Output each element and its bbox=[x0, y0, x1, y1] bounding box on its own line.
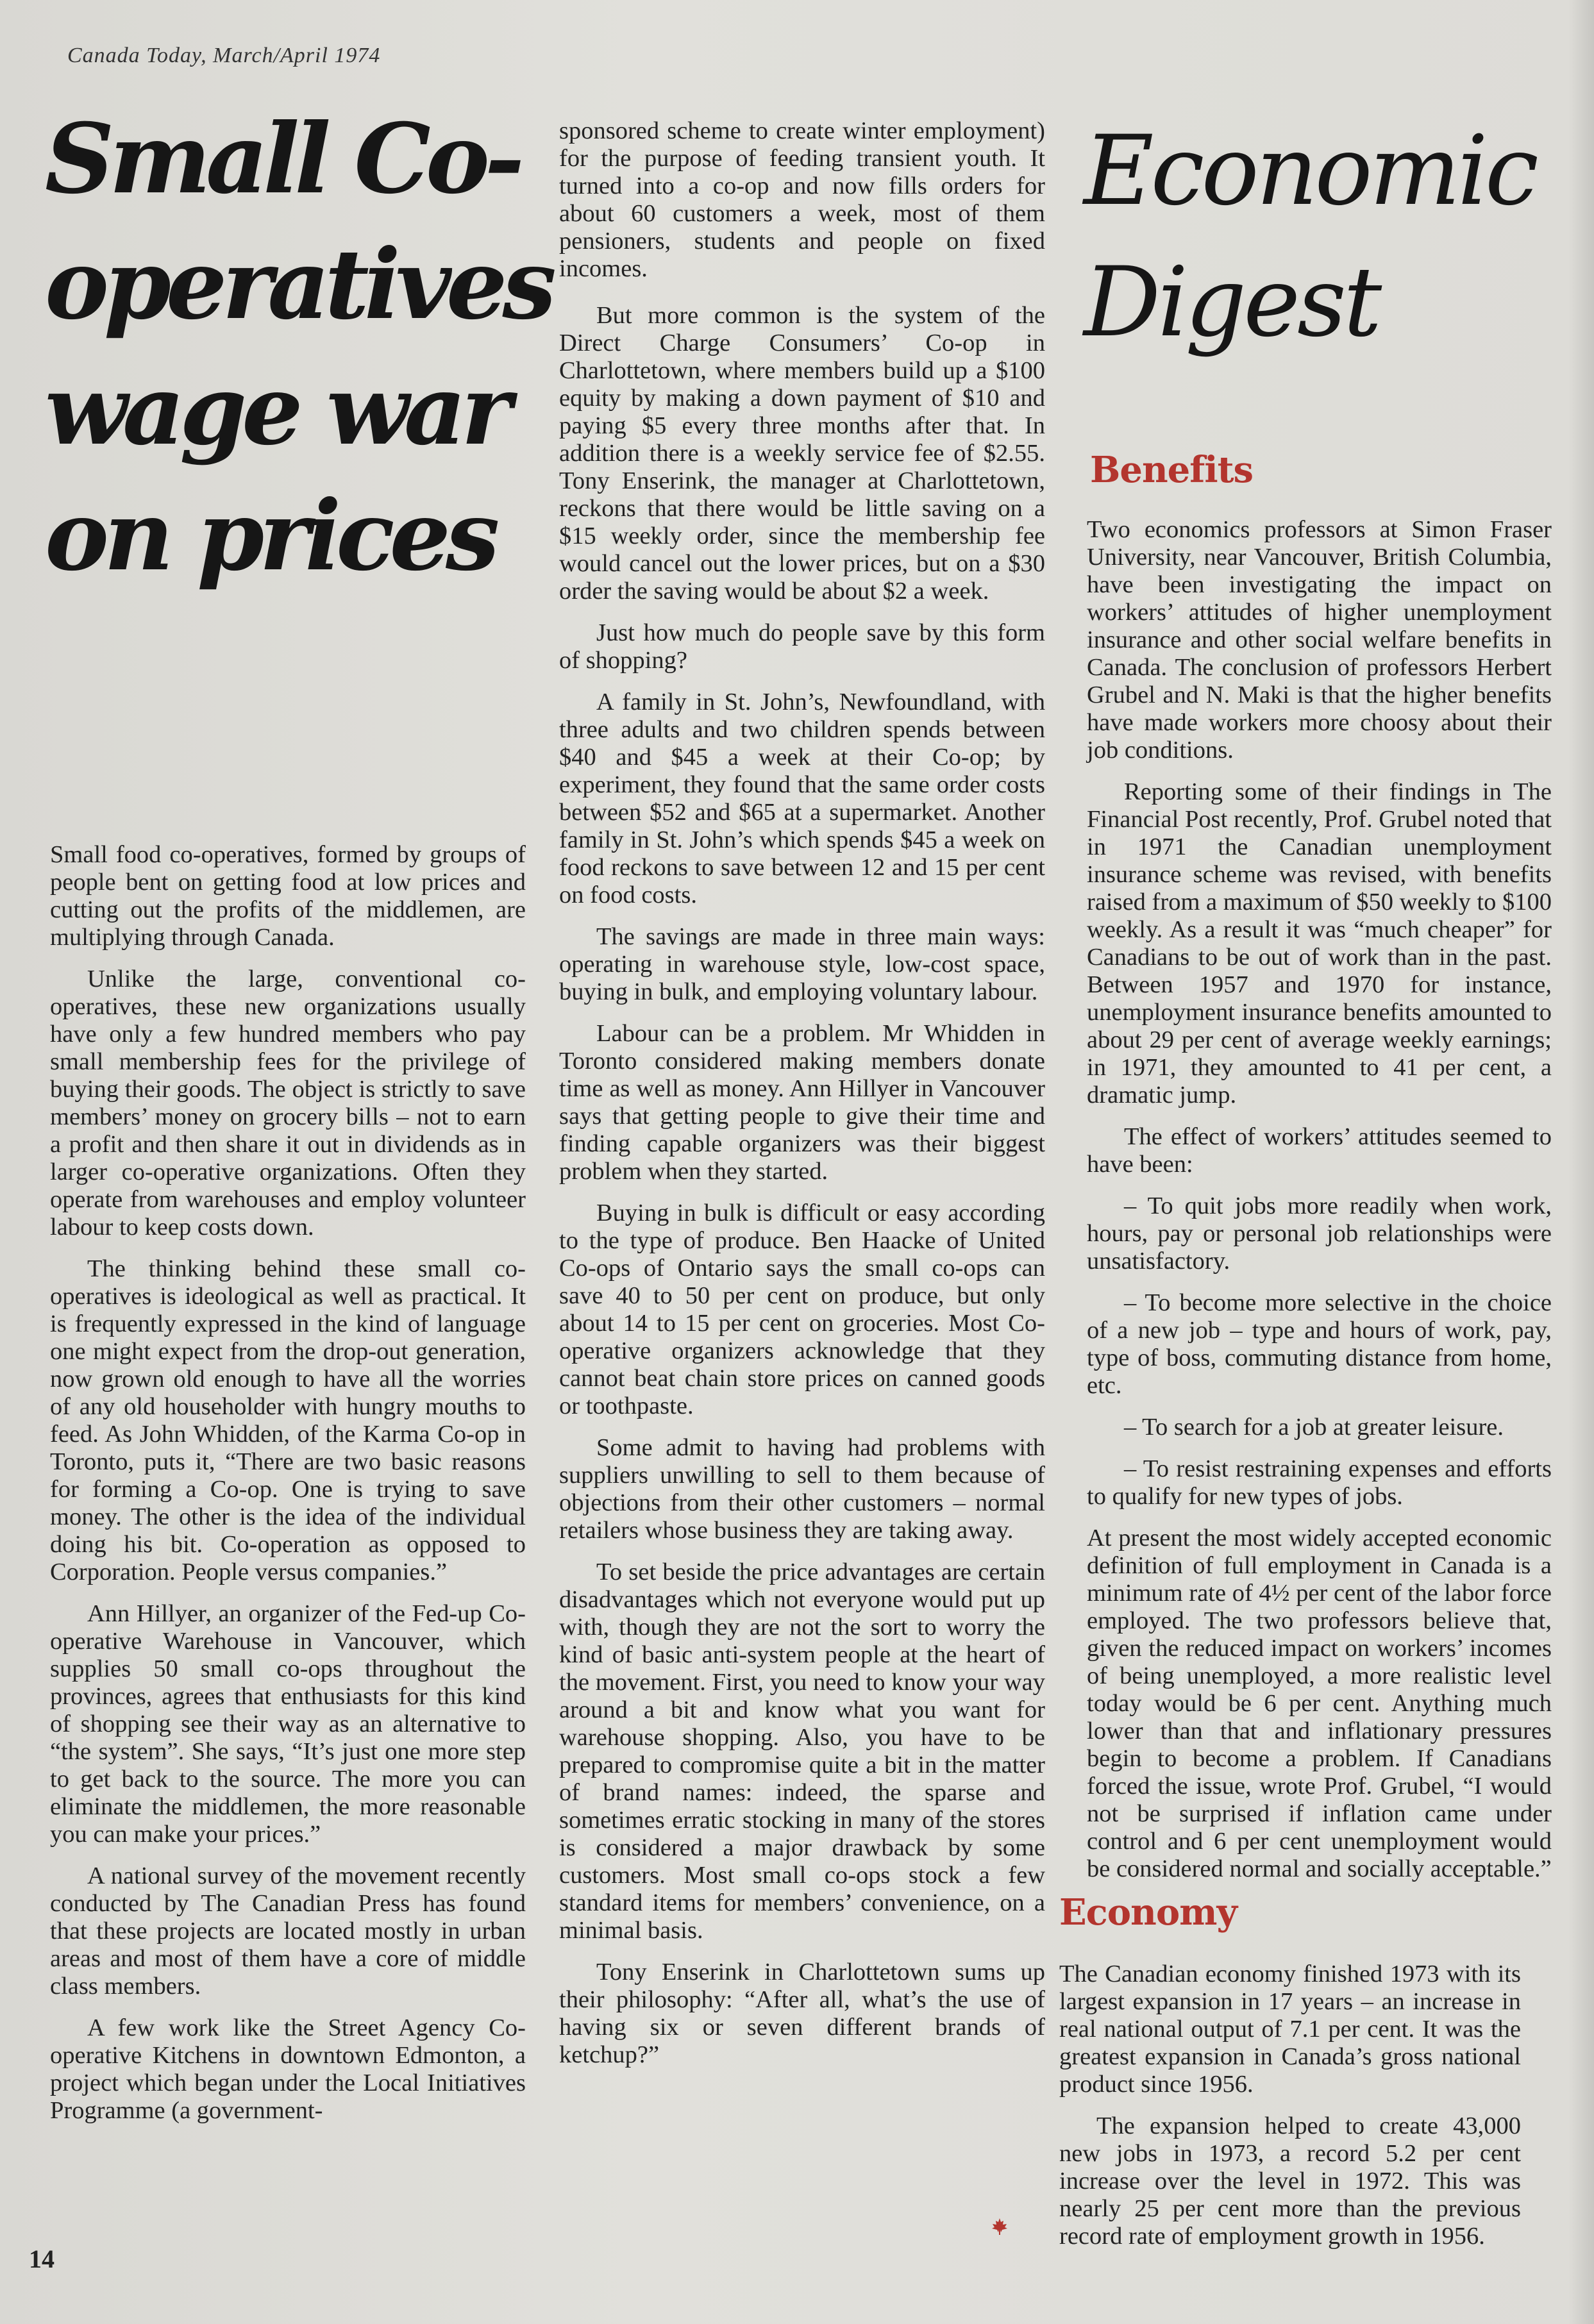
maple-leaf-icon bbox=[990, 2217, 1009, 2236]
list-item: – To become more selective in the choice of a new job – type and hours of work, pay, type of boss, commuting distance from home, etc. bbox=[1087, 1289, 1552, 1399]
headline-line-1: Small Co- bbox=[45, 103, 520, 215]
article-paragraph: Ann Hillyer, an organizer of the Fed-up Co-operative Warehouse in Vancouver, which supplies 50 small co-ops throughout the provinces, agrees that enthusiasts for this kind of shopping see their way as an alternative to “the system”. She says, “It’s just one more step to get back to the source. The more you can eliminate the middlemen, the more reasonable you can make your prices.” bbox=[50, 1600, 526, 1848]
economy-column bbox=[1059, 1960, 1521, 2264]
article-paragraph: Buying in bulk is difficult or easy according to the type of produce. Ben Haacke of United Co-ops of Ontario says the small co-ops can save 40 to 50 per cent on produce, but only about 14 to 15 per cent on groceries. Most Co-operative organizers acknowledge that they cannot beat chain store prices on canned goods or toothpaste. bbox=[559, 1200, 1045, 1419]
digest-title-line-1: Economic bbox=[1084, 115, 1536, 227]
headline-line-4: on prices bbox=[45, 480, 495, 592]
list-item: – To quit jobs more readily when work, hours, pay or personal job relationships were unsatisfactory. bbox=[1087, 1192, 1552, 1275]
article-paragraph: A few work like the Street Agency Co-operative Kitchens in downtown Edmonton, a project which began under the Local Initiatives Programme (a government- bbox=[50, 2014, 526, 2124]
article-paragraph: A national survey of the movement recently conducted by The Canadian Press has found that these projects are located mostly in urban areas and most of them have a core of middle class members. bbox=[50, 1862, 526, 2000]
article-paragraph: Some admit to having had problems with suppliers unwilling to sell to them because of objections from their other customers – normal retailers whose business they are taking away. bbox=[559, 1434, 1045, 1544]
article-paragraph: The thinking behind these small co-operatives is ideological as well as practical. It is frequently expressed in the kind of language one might expect from the drop-out generation, now grown old enough to have all the worries of any old householder with hungry mouths to feed. As John Whidden, of the Karma Co-op in Toronto, puts it, “There are two basic reasons for forming a Co-op. One is trying to save money. The other is the idea of the individual doing his bit. Co-operation as opposed to Corporation. People versus companies.” bbox=[50, 1255, 526, 1585]
page-number: 14 bbox=[29, 2245, 55, 2273]
article-paragraph: Reporting some of their findings in The Financial Post recently, Prof. Grubel noted that in 1971 the Canadian unemployment insurance scheme was revised, with benefits raised from a maximum of $50 weekly to $100 weekly. As a result it was “much cheaper” for Canadians to be out of work than in the past. Between 1957 and 1970 for instance, unemployment insurance benefits amounted to about 29 per cent of average weekly earnings; in 1971, they amounted to 41 per cent, a dramatic jump. bbox=[1087, 778, 1552, 1108]
article-paragraph: Small food co-operatives, formed by groups of people bent on getting food at low prices and cutting out the profits of the middlemen, are multiplying through Canada. bbox=[50, 841, 526, 951]
article-headline bbox=[45, 96, 558, 599]
running-head: Canada Today, March/April 1974 bbox=[67, 44, 381, 67]
benefits-column bbox=[1087, 516, 1552, 1897]
article-paragraph: Labour can be a problem. Mr Whidden in Toronto considered making members donate time as well as money. Ann Hillyer in Vancouver says that getting people to give their time and finding capable organizers was their biggest problem when they started. bbox=[559, 1020, 1045, 1185]
article-paragraph: The effect of workers’ attitudes seemed to have been: bbox=[1087, 1123, 1552, 1178]
article-paragraph: Two economics professors at Simon Fraser University, near Vancouver, British Columbia, have been investigating the impact on workers’ attitudes of higher unemployment insurance and other social welfare benefits in Canada. The conclusion of professors Herbert Grubel and N. Maki is that the higher benefits have made workers more choosy about their job conditions. bbox=[1087, 516, 1552, 764]
article-paragraph: Tony Enserink in Charlottetown sums up their philosophy: “After all, what’s the use of having six or seven different brands of ketchup?” bbox=[559, 1959, 1045, 2068]
list-item: – To search for a job at greater leisure. bbox=[1124, 1414, 1504, 1441]
article-column-1 bbox=[50, 841, 526, 2139]
article-paragraph: Just how much do people save by this form of shopping? bbox=[559, 619, 1045, 674]
headline-line-3: wage war bbox=[45, 354, 507, 467]
article-paragraph: A family in St. John’s, Newfoundland, with three adults and two children spends between $40 and $45 a week at their Co-op; by experiment, they found that the same order costs between $52 and $65 at a supermarket. Another family in St. John’s which spends $45 a week on food reckons to save between 12 and 15 per cent on food costs. bbox=[559, 689, 1045, 908]
digest-title-line-2: Digest bbox=[1084, 247, 1379, 358]
section-title-economic-digest bbox=[1084, 106, 1536, 369]
page-edge-shadow bbox=[1568, 0, 1594, 2324]
article-paragraph: The Canadian economy finished 1973 with its largest expansion in 17 years – an increase in real national output of 7.1 per cent. It was the greatest expansion in Canada’s gross national product since 1956. bbox=[1059, 1960, 1521, 2098]
article-paragraph: To set beside the price advantages are certain disadvantages which not everyone would put up with, though they are not the sort to worry the kind of basic anti-system people at the heart of the movement. First, you need to know your way around a bit and know what you want for warehouse shopping. Also, you have to be prepared to compromise quite a bit in the matter of brand names: indeed, the sparse and sometimes erratic stocking in many of the stores is considered a major drawback by some customers. Most small co-ops stock a few standard items for members’ convenience, on a minimal basis. bbox=[559, 1559, 1045, 1944]
article-paragraph: But more common is the system of the Direct Charge Consumers’ Co-op in Charlottetown, where members build up a $100 equity by making a down payment of $10 and paying $5 every three months after that. In addition there is a weekly service fee of $2.55. Tony Enserink, the manager at Charlottetown, reckons that there would be little saving on a $15 weekly order, since the membership fee would cancel out the lower prices, but on a $30 order the saving would be about $2 a week. bbox=[559, 302, 1045, 605]
article-paragraph: The savings are made in three main ways: operating in warehouse style, low-cost space, buying in bulk, and employing voluntary labour. bbox=[559, 923, 1045, 1005]
article-paragraph: Unlike the large, conventional co-operatives, these new organizations usually have only a few hundred members who pay small membership fees for the privilege of buying their goods. The object is strictly to save members’ money on grocery bills – not to earn a profit and then share it out in dividends as in larger co-operative organizations. Often they operate from warehouses and employ volunteer labour to keep costs down. bbox=[50, 966, 526, 1241]
article-paragraph: The expansion helped to create 43,000 new jobs in 1973, a record 5.2 per cent increase over the level in 1972. This was nearly 25 per cent more than the previous record rate of employment growth in 1956. bbox=[1059, 2112, 1521, 2250]
subhead-benefits: Benefits bbox=[1090, 449, 1254, 491]
article-column-2 bbox=[559, 117, 1045, 2083]
headline-line-2: operatives bbox=[45, 228, 551, 341]
article-paragraph: sponsored scheme to create winter employment) for the purpose of feeding transient youth. It turned into a co-op and now fills orders for about 60 customers a week, most of them pensioners, students and people on fixed incomes. bbox=[559, 117, 1045, 282]
subhead-economy: Economy bbox=[1059, 1891, 1237, 1934]
article-paragraph: At present the most widely accepted economic definition of full employment in Canada is a minimum rate of 4½ per cent of the labor force employed. The two professors believe that, given the reduced impact on workers’ incomes of being unemployed, a more realistic level today would be 6 per cent. Anything much lower than that and inflationary pressures begin to become a problem. If Canadians forced the issue, wrote Prof. Grubel, “I would not be surprised if inflation came under control and 6 per cent unemployment would be considered normal and socially acceptable.” bbox=[1087, 1525, 1552, 1882]
list-item: – To resist restraining expenses and efforts to qualify for new types of jobs. bbox=[1087, 1455, 1552, 1510]
